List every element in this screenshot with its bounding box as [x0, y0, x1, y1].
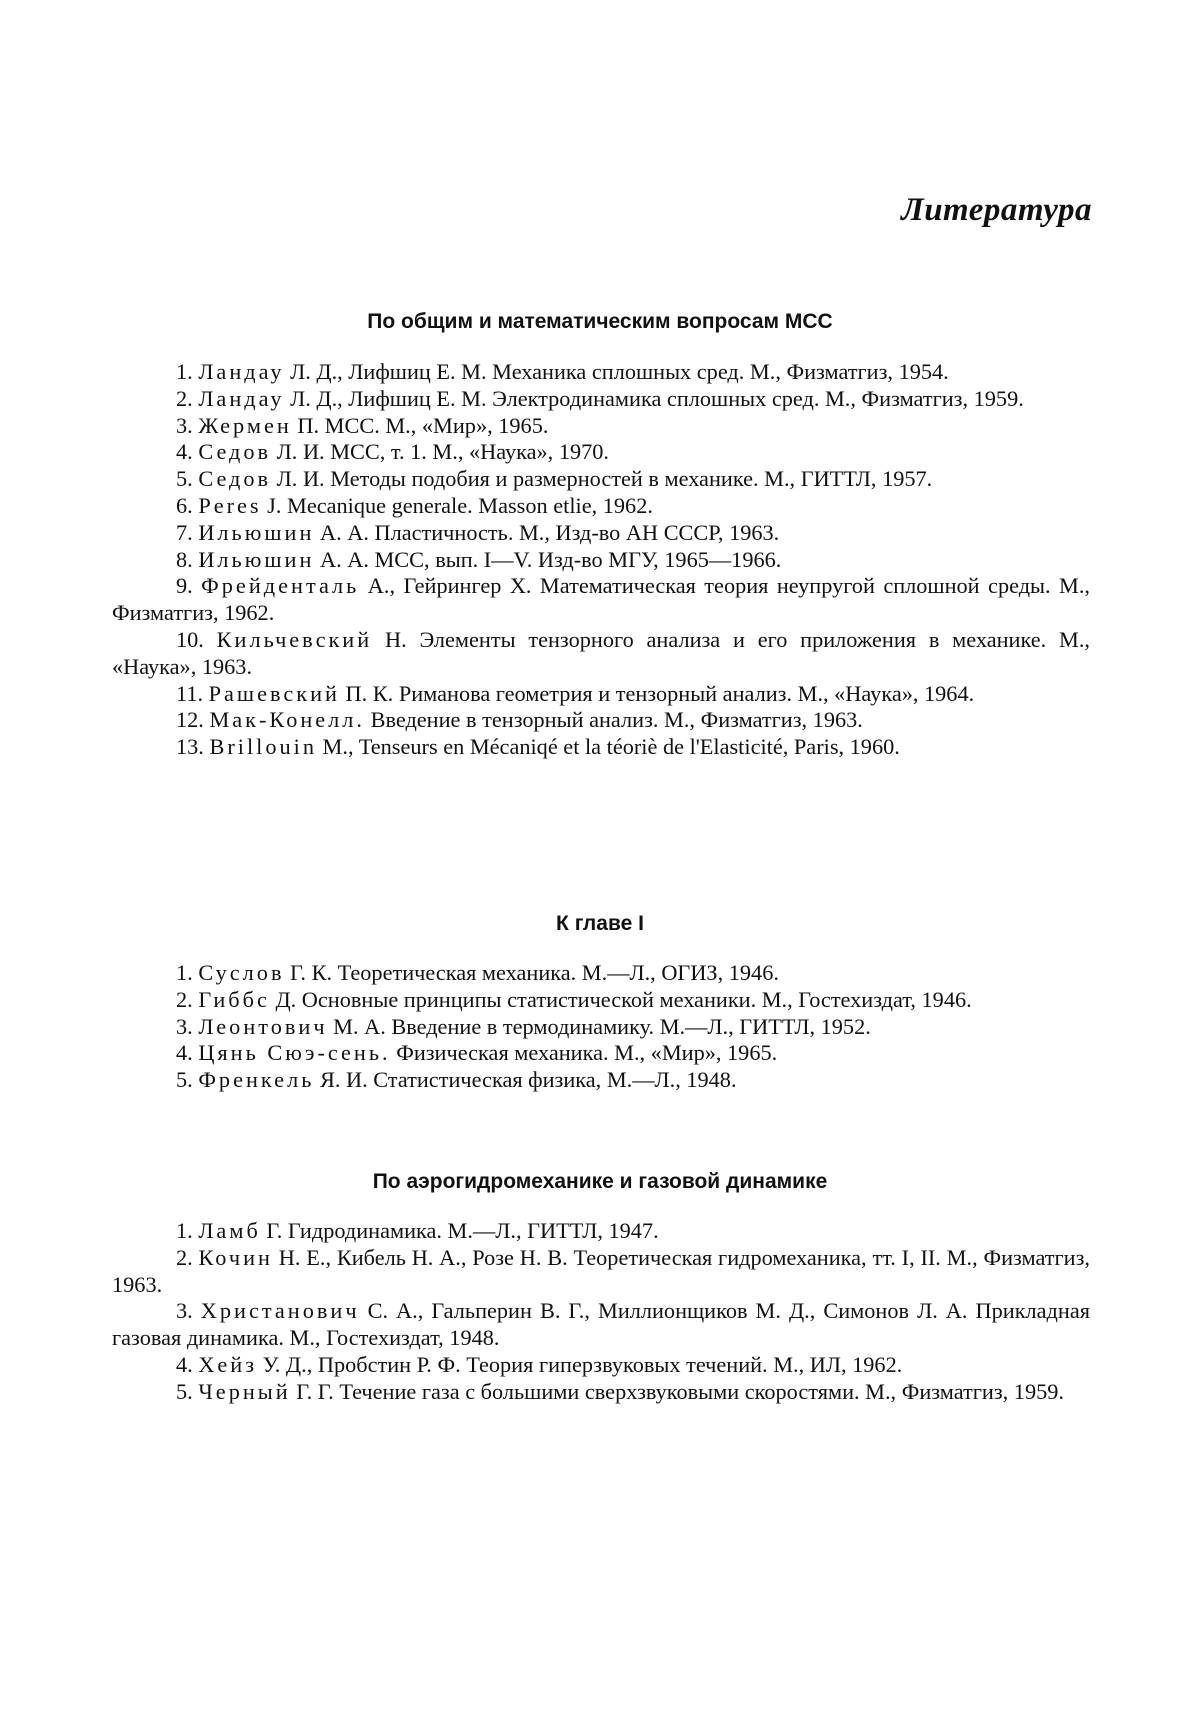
- reference-entry: [112, 439, 1090, 466]
- reference-entry: [112, 466, 1090, 493]
- entry-number: 4.: [176, 1040, 193, 1066]
- reference-entry: [112, 707, 1090, 734]
- section-heading: К главе I: [556, 912, 644, 935]
- entry-text: Л. И. Методы подобия и размерностей в механике. М., ГИТТЛ, 1957.: [271, 466, 933, 492]
- entry-author: Гиббс: [198, 986, 270, 1012]
- entry-number: 5.: [176, 1067, 193, 1093]
- entry-author: Седов: [198, 439, 272, 465]
- entry-text: J. Mecanique generale. Masson etlie, 1962.: [261, 492, 653, 518]
- entry-text: Физическая механика. М., «Мир», 1965.: [390, 1040, 778, 1066]
- entry-author: Цянь Сюэ-сень.: [198, 1040, 391, 1066]
- entry-text: А. А. Пластичность. М., Изд-во АН СССР, 1963.: [314, 519, 780, 545]
- reference-entry: [112, 1245, 1090, 1299]
- entry-text: Д. Основные принципы статистической механики. М., Гостехиздат, 1946.: [269, 986, 972, 1012]
- entry-author: Хейз: [198, 1351, 258, 1377]
- entry-number: 8.: [176, 546, 193, 572]
- entry-number: 6.: [176, 492, 193, 518]
- reference-list: [112, 359, 1090, 761]
- entry-author: Христанович: [200, 1298, 360, 1324]
- entry-author: Ландау: [198, 385, 285, 411]
- entry-number: 1.: [176, 960, 193, 985]
- entry-author: Кочин: [198, 1244, 273, 1270]
- entry-text: М. А. Введение в термодинамику. М.—Л., ГИТТЛ, 1952.: [327, 1013, 871, 1039]
- reference-list: [112, 960, 1090, 1094]
- entry-author: Суслов: [198, 960, 285, 985]
- entry-text: Л. И. МСС, т. 1. М., «Наука», 1970.: [271, 439, 609, 465]
- entry-author: Фрейденталь: [201, 573, 360, 599]
- entry-author: Черный: [198, 1378, 291, 1404]
- page-title: Литература: [901, 192, 1092, 228]
- entry-author: Ильюшин: [198, 546, 315, 572]
- entry-author: Кильчевский: [216, 626, 373, 652]
- entry-text: У. Д., Пробстин Р. Ф. Теория гиперзвуковых течений. М., ИЛ, 1962.: [257, 1351, 903, 1377]
- entry-author: Brillouin: [209, 734, 317, 760]
- entry-text: Н. Е., Кибель Н. А., Розе Н. В. Теоретическая гидромеханика, тт. I, II. М., Физматгиз, 1963.: [112, 1244, 1090, 1297]
- reference-entry: [112, 1067, 1090, 1094]
- entry-number: 2.: [176, 986, 193, 1012]
- entry-text: А., Гейрингер Х. Математическая теория неупругой сплошной среды. М., Физматгиз, 1962.: [112, 573, 1090, 626]
- entry-author: Седов: [198, 466, 272, 492]
- entry-text: П. К. Риманова геометрия и тензорный анализ. М., «Наука», 1964.: [339, 680, 975, 706]
- reference-entry: [112, 359, 1090, 386]
- entry-text: Введение в тензорный анализ. М., Физматгиз, 1963.: [365, 707, 863, 733]
- entry-text: С. А., Гальперин В. Г., Миллионщиков М. Д., Симонов Л. А. Прикладная газовая динамика. М., Гостехиздат, 1948.: [112, 1298, 1090, 1351]
- reference-entry: [112, 1298, 1090, 1352]
- entry-number: 2.: [176, 1244, 193, 1270]
- entry-number: 7.: [176, 519, 193, 545]
- reference-entry: [112, 734, 1090, 761]
- reference-entry: [112, 1014, 1090, 1041]
- entry-number: 3.: [176, 1298, 193, 1324]
- entry-text: Н. Элементы тензорного анализа и его приложения в механике. М., «Наука», 1963.: [112, 626, 1090, 679]
- entry-number: 3.: [176, 1013, 193, 1039]
- reference-entry: [112, 493, 1090, 520]
- reference-entry: [112, 681, 1090, 708]
- entry-author: Жермен: [198, 412, 292, 438]
- entry-number: 4.: [176, 439, 193, 465]
- entry-author: Ильюшин: [198, 519, 315, 545]
- entry-number: 13.: [176, 734, 204, 760]
- reference-entry: [112, 520, 1090, 547]
- entry-number: 12.: [176, 707, 204, 733]
- entry-author: Peres: [198, 492, 262, 518]
- entry-number: 10.: [176, 626, 204, 652]
- entry-author: Леонтович: [198, 1013, 328, 1039]
- entry-text: Г. Г. Течение газа с большими сверхзвуковыми скоростями. М., Физматгиз, 1959.: [290, 1378, 1064, 1404]
- entry-text: Я. И. Статистическая физика, М.—Л., 1948.: [314, 1067, 737, 1093]
- entry-author: Рашевский: [208, 680, 340, 706]
- entry-number: 4.: [176, 1351, 193, 1377]
- reference-entry: [112, 1379, 1090, 1406]
- entry-author: Ландау: [198, 359, 285, 384]
- entry-number: 5.: [176, 1378, 193, 1404]
- entry-text: Г. К. Теоретическая механика. М.—Л., ОГИЗ, 1946.: [284, 960, 779, 985]
- entry-author: Мак-Конелл.: [209, 707, 365, 733]
- reference-list: [112, 1218, 1090, 1406]
- reference-entry: [112, 386, 1090, 413]
- reference-entry: [112, 547, 1090, 574]
- entry-number: 2.: [176, 385, 193, 411]
- entry-text: П. МСС. М., «Мир», 1965.: [291, 412, 549, 438]
- entry-number: 11.: [176, 680, 204, 706]
- entry-text: M., Tenseurs en Mécaniqé et la téoriè de l'Elasticité, Paris, 1960.: [316, 734, 900, 760]
- entry-author: Френкель: [198, 1067, 315, 1093]
- entry-number: 1.: [176, 359, 193, 384]
- section-heading: По аэрогидромеханике и газовой динамике: [372, 1170, 828, 1193]
- reference-entry: [112, 573, 1090, 627]
- reference-entry: [112, 627, 1090, 681]
- entry-number: 9.: [176, 573, 193, 599]
- entry-author: Ламб: [198, 1218, 261, 1243]
- section-heading: По общим и математическим вопросам МСС: [367, 310, 833, 333]
- reference-entry: [112, 987, 1090, 1014]
- entry-text: А. А. МСС, вып. I—V. Изд-во МГУ, 1965—1966.: [314, 546, 782, 572]
- reference-entry: [112, 960, 1090, 987]
- entry-text: Г. Гидродинамика. М.—Л., ГИТТЛ, 1947.: [260, 1218, 659, 1243]
- reference-entry: [112, 1040, 1090, 1067]
- entry-text: Л. Д., Лифшиц Е. М. Электродинамика сплошных сред. М., Физматгиз, 1959.: [284, 385, 1024, 411]
- entry-number: 5.: [176, 466, 193, 492]
- entry-text: Л. Д., Лифшиц Е. М. Механика сплошных сред. М., Физматгиз, 1954.: [284, 359, 949, 384]
- entry-number: 1.: [176, 1218, 193, 1243]
- entry-number: 3.: [176, 412, 193, 438]
- reference-entry: [112, 1218, 1090, 1245]
- reference-entry: [112, 413, 1090, 440]
- reference-entry: [112, 1352, 1090, 1379]
